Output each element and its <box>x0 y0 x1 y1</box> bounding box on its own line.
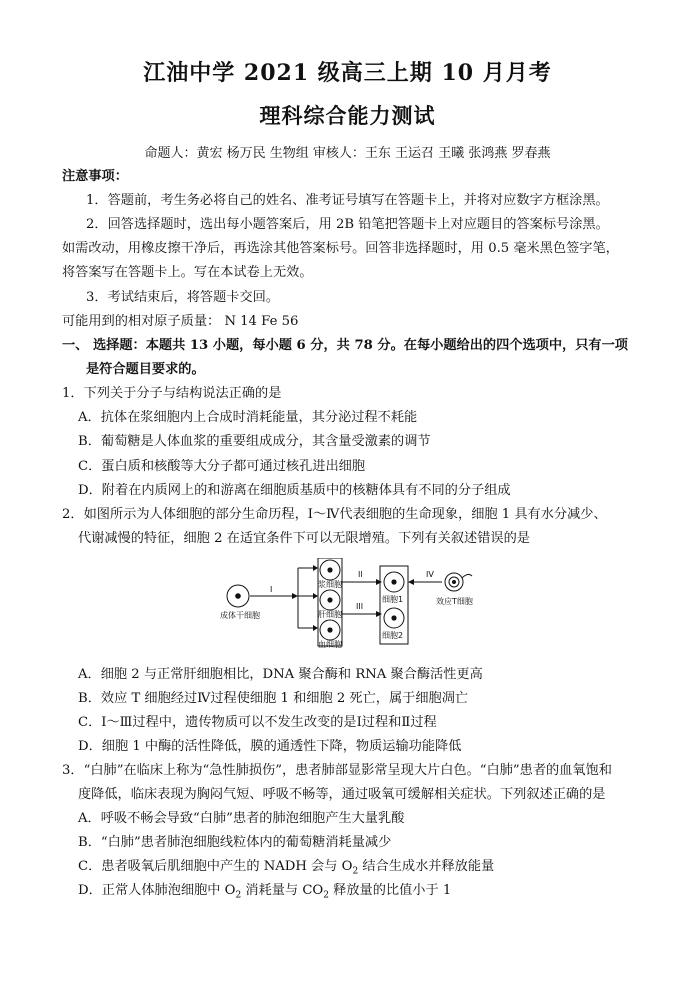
cell-2 <box>384 608 404 628</box>
subscript: 2 <box>235 890 242 901</box>
process-iii-label: III <box>356 602 364 611</box>
notes-heading: 注意事项： <box>62 169 128 184</box>
liver-cell-label: 肝细胞 <box>318 610 342 619</box>
note-item: 如需改动，用橡皮擦干净后，再选涂其他答案标号。回答非选择题时，用 0.5 毫米黑色签字笔， <box>62 241 619 256</box>
q3-option-c <box>78 855 678 877</box>
note-item: 3．考试结束后，将答题卡交回。 <box>86 290 280 305</box>
process-iv-label: IV <box>426 570 434 579</box>
section-heading: 一、 选择题：本题共 13 小题，每小题 6 分，共 78 分。在每小题给出的四个选项中，只有一项 <box>62 338 628 353</box>
plasma-cell <box>320 560 340 580</box>
q3-option-a: A．呼吸不畅会导致“白肺”患者的肺泡细胞产生大量乳酸 <box>78 811 405 826</box>
question-3-stem-cont: 度降低，临床表现为胸闷气短、呼吸不畅等，通过吸氧可缓解相关症状。下列叙述正确的是 <box>78 787 606 802</box>
q1-option-d: D．附着在内质网上的和游离在细胞质基质中的核糖体具有不同的分子组成 <box>78 483 511 498</box>
stem-cell <box>227 585 249 607</box>
q2-option-c: C．Ⅰ～Ⅲ过程中，遗传物质可以不发生改变的是Ⅰ过程和Ⅱ过程 <box>78 715 437 730</box>
q3-option-d-text-mid: 消耗量与 CO <box>241 883 324 898</box>
exam-title: 江油中学 2021 级高三上期 10 月月考 <box>143 60 552 86</box>
plasma-cell-label: 浆细胞 <box>318 580 342 589</box>
question-3-stem: 3．“白肺”在临床上称为“急性肺损伤”，患者肺部显影常呈现大片白色。“白肺”患者的血氧饱和 <box>62 763 612 778</box>
q3-option-d-text-end: 释放量的比值小于 1 <box>328 883 452 898</box>
q1-option-a: A．抗体在浆细胞内上合成时消耗能量，其分泌过程不耗能 <box>78 410 418 425</box>
effector-t-cell <box>445 573 472 591</box>
cell-fate-diagram <box>200 558 500 666</box>
authors-line: 命题人：黄宏 杨万民 生物组 审核人：王东 王运召 王曦 张鸿燕 罗春燕 <box>144 146 551 161</box>
question-2-stem: 2．如图所示为人体细胞的部分生命历程，Ⅰ～Ⅳ代表细胞的生命现象，细胞 1 具有水分减少、 <box>62 507 607 522</box>
q3-option-d-text: D．正常人体肺泡细胞中 O <box>78 883 236 898</box>
section-heading-cont: 是符合题目要求的。 <box>86 362 205 377</box>
q3-option-d <box>78 879 678 901</box>
note-item: 将答案写在答题卡上。写在本试卷上无效。 <box>62 265 313 280</box>
cell-2-label: 细胞2 <box>382 631 404 640</box>
question-2-stem-cont: 代谢减慢的特征，细胞 2 在适宜条件下可以无限增殖。下列有关叙述错误的是 <box>78 531 530 546</box>
effector-t-cell-label: 效应T细胞 <box>436 597 473 606</box>
subscript: 2 <box>323 890 329 901</box>
cell-1 <box>384 572 404 592</box>
subscript: 2 <box>352 866 359 877</box>
question-1-stem: 1．下列关于分子与结构说法正确的是 <box>62 386 282 401</box>
q3-option-b: B．“白肺”患者肺泡细胞线粒体内的葡萄糖消耗量减少 <box>78 835 392 850</box>
q1-option-c: C．蛋白质和核酸等大分子都可通过核孔进出细胞 <box>78 459 366 474</box>
note-item: 1．答题前，考生务必将自己的姓名、准考证号填写在答题卡上，并将对应数字方框涂黑。 <box>86 193 609 208</box>
q3-option-c-text: C．患者吸氧后肌细胞中产生的 NADH 会与 O <box>78 859 353 874</box>
cell-1-label: 细胞1 <box>382 595 404 604</box>
exam-subtitle: 理科综合能力测试 <box>259 103 436 128</box>
q3-option-c-text-end: 结合生成水并释放能量 <box>358 859 495 874</box>
blood-cell <box>320 620 340 640</box>
blood-cell-label: 血细胞 <box>318 640 342 649</box>
q2-option-b: B．效应 T 细胞经过Ⅳ过程使细胞 1 和细胞 2 死亡，属于细胞凋亡 <box>78 691 469 706</box>
atomic-mass-line: 可能用到的相对原子质量： N 14 Fe 56 <box>62 314 299 329</box>
stem-cell-label: 成体干细胞 <box>220 611 260 620</box>
process-i-label: I <box>270 585 273 594</box>
note-item: 2．回答选择题时，选出每小题答案后，用 2B 铅笔把答题卡上对应题目的答案标号涂黑。 <box>86 217 609 232</box>
q2-option-d: D．细胞 1 中酶的活性降低，膜的通透性下降，物质运输功能降低 <box>78 739 462 754</box>
process-ii-label: II <box>358 570 363 579</box>
q2-option-a: A．细胞 2 与正常肝细胞相比，DNA 聚合酶和 RNA 聚合酶活性更高 <box>78 667 483 682</box>
q1-option-b: B．葡萄糖是人体血浆的重要组成成分，其含量受激素的调节 <box>78 434 431 449</box>
liver-cell <box>320 590 340 610</box>
